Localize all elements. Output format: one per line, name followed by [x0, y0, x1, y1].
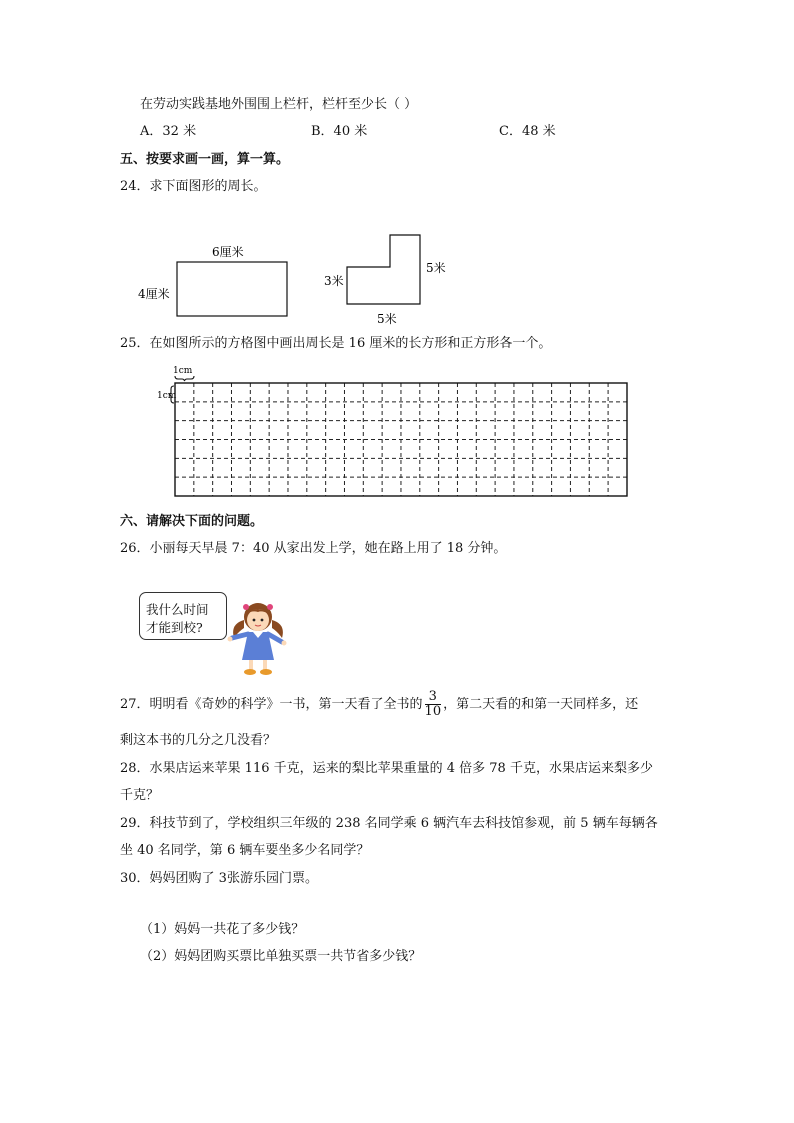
- fraction-numerator: 3: [425, 690, 442, 705]
- q25-grid-area: [157, 362, 635, 502]
- q30-text: 30．妈妈团购了 3张游乐园门票。: [120, 871, 318, 886]
- l-left-label: 3米: [324, 274, 344, 288]
- rectangle-shape: [177, 262, 287, 316]
- l-right-label: 5米: [426, 261, 446, 275]
- q28-line-2: 千克？: [120, 788, 160, 803]
- rect-left-label: 4厘米: [138, 287, 170, 301]
- q28-line-1: 28．水果店运来苹果 116 千克，运来的梨比苹果重量的 4 倍多 78 千克，水果店运来梨多少: [120, 761, 653, 776]
- grid-dashed-lines: [175, 383, 627, 496]
- q27-part1: 27．明明看《奇妙的科学》一书，第一天看了全书的: [120, 697, 423, 712]
- top-unit-label: 1cm: [173, 366, 193, 376]
- fraction-denominator: 10: [424, 704, 442, 719]
- q25-text: 25．在如图所示的方格图中画出周长是 16 厘米的长方形和正方形各一个。: [120, 336, 552, 351]
- top-unit-brace: [175, 376, 194, 381]
- q27-line-1: [120, 688, 638, 722]
- grid-svg: [157, 362, 635, 502]
- section6-title: 六、请解决下面的问题。: [120, 514, 264, 529]
- girl-illustration: [222, 598, 294, 680]
- l-shape: [347, 235, 420, 304]
- q23-stem: 在劳动实践基地外围围上栏杆，栏杆至少长（ ）: [140, 97, 418, 112]
- q23-option-a: A．32 米: [140, 124, 197, 139]
- q30-sub-2: （2）妈妈团购买票比单独买票一共节省多少钱？: [140, 949, 422, 964]
- fraction: [425, 690, 442, 719]
- speech-bubble: [139, 592, 227, 640]
- q24-text: 24．求下面图形的周长。: [120, 179, 267, 194]
- q24-figures: [130, 235, 450, 330]
- q30-sub-1: （1）妈妈一共花了多少钱？: [140, 922, 305, 937]
- q27-line-2: 剩这本书的几分之几没看？: [120, 733, 277, 748]
- section5-title: 五、按要求画一画，算一算。: [120, 152, 290, 167]
- q27-part2: ，第二天看的和第一天同样多，还: [443, 697, 639, 712]
- rect-top-label: 6厘米: [212, 245, 244, 259]
- left-unit-label: 1cm: [157, 391, 177, 401]
- q23-option-c: C．48 米: [499, 124, 556, 139]
- girl-svg: [222, 598, 294, 680]
- q26-text: 26．小丽每天早晨 7：40 从家出发上学，她在路上用了 18 分钟。: [120, 541, 507, 556]
- l-bottom-label: 5米: [377, 312, 397, 326]
- q29-line-2: 坐 40 名同学，第 6 辆车要坐多少名同学？: [120, 843, 370, 858]
- q24-figures-svg: [130, 235, 450, 330]
- q29-line-1: 29．科技节到了，学校组织三年级的 238 名同学乘 6 辆汽车去科技馆参观，前 5 辆车每辆各: [120, 816, 658, 831]
- bubble-line-1: 我什么时间: [146, 602, 209, 617]
- bubble-line-2: 才能到校?: [146, 620, 203, 635]
- q23-option-b: B．40 米: [311, 124, 368, 139]
